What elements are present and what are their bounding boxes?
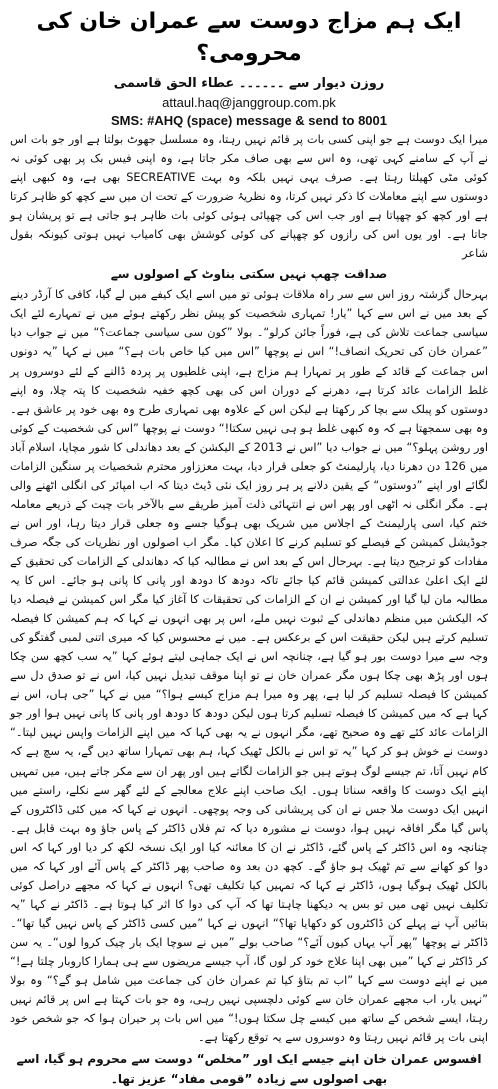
article-headline: ایک ہم مزاج دوست سے عمران خان کی محرومی؟ — [36, 9, 462, 66]
intro-paragraph: میرا ایک دوست ہے جو اپنی کسی بات پر قائم نہیں رہتا، وہ مسلسل جھوٹ بولتا ہے اور جو بات اس نے آپ کے سامنے کہی تھی، وہ اس سے بھی صاف مکر جاتا ہے، وہ اپنی فیس بک پر بھی کوئی نہ کوئی مٹی کھیلتا رہتا ہے۔ صرف یہی نہیں بلکہ وہ بہت SECREATIVE بھی ہے، وہ کبھی اپنے دوستوں سے اپنے معاملات کا ذکر نہیں کرتا، وہ نظریۂ ضرورت کے تحت ان میں سے کچھ کو ظاہر کرتا ہے اور کچھ کو چھپاتا ہے اور جب اس کی چھپائی ہوئی کوئی بات ظاہر ہو جاتی ہے تو پریشان ہو جاتا ہے۔ اور یوں اس کی رازوں کو چھپانے کی کوئی کوشش بھی کامیاب نہیں ہوتی کیونکہ بقول شاعر — [10, 133, 489, 261]
author-byline: روزن دیوار سے ۔۔۔۔۔۔ عطاء الحق قاسمی — [113, 76, 385, 91]
article-intro — [10, 130, 488, 263]
sms-instruction: SMS: #AHQ (space) message & send to 8001 — [111, 113, 387, 128]
closing-line: افسوس عمران خان اپنے جیسے ایک اور ”مخلص“ دوست سے محروم ہو گیا، اسے بھی اصولوں سے زیادہ ”قومی مفاد“ عزیز تھا۔ — [16, 1052, 482, 1087]
byline-block — [10, 74, 488, 130]
body-paragraph: بہرحال گزشتہ روز اس سے سر راہ ملاقات ہوئی تو میں اسے ایک کیفے میں لے گیا، کافی کا آرڈر دینے کے بعد میں نے اس سے کہا ”یار! تمہاری شخصیت کو پیش نظر رکھتے ہوئے میں نے تمہارے لئے ایک سیاسی جماعت تلاش کی ہے، فوراً جائن کرلو“۔ بولا ”کون سی سیاسی جماعت؟“ میں نے جواب دیا ”عمران خان کی تحریک انصاف!“ اس نے پوچھا ”اس میں کیا خاص بات ہے؟“ میں نے کہا ”یہ دونوں اس جماعت کے قائد کے طور پر تمہارا ہم مزاج ہے، اپنی غلطیوں پر پردہ ڈالنے کے لئے دوسروں پر غلط الزامات عائد کرتا ہے، دھرنے کے دوران اس کی بھی کچھ خفیہ شخصیت کا پتہ چلا، وہ اپنے دوستوں کو پبلک سے بچا کر رکھتا ہے لیکن اس کے علاوہ بھی تمہاری طرح وہ بھی خود پر عاشق ہے۔ وہ بھی سمجھتا ہے کہ وہ کبھی غلط ہو ہی نہیں سکتا!“ دوست نے پوچھا ”اس کی شخصیت کے کوئی اور روشن پہلو؟“ میں نے جواب دیا ”اس نے 2013 کے الیکشن کے بعد دھاندلی کا شور مچایا، اسلام آباد میں 126 دن دھرنا دیا، پارلیمنٹ کو جعلی قرار دیا، بہت معززاور محترم شخصیات پر سنگین الزامات لگائے اور اپنے ”دوستوں“ کے یقین دلانے پر ہر روز ایک نئی ڈیٹ دیتا کہ اب امپائر کی انگلی اٹھنے والی ہے۔ مگر انگلی نہ اٹھی اور پھر اس نے انتہائی ذلت آمیز طریقے سے بالآخر بات چیت کے ذریعے معاملہ ختم کیا، اسی پارلیمنٹ کے اجلاس میں شریک بھی ہوگیا جسے وہ جعلی قرار دیتا رہا، اور اس نے جوڈیشل کمیشن کے فیصلے کو تسلیم کرنے کا اعلان کیا۔ مگر اب اصولوں اور نظریات کی جگہ صرف مفادات کو ترجیح دیتا ہے۔ بہرحال اس کے بعد اس نے مطالبہ کیا کہ دھاندلی کے الزامات کی تحقیق کے لئے ایک اعلیٰ عدالتی کمیشن قائم کیا جائے تاکہ دودھ کا دودھ اور پانی کا پانی ہو جائے۔ اس کا یہ مطالبہ مان لیا گیا اور کمیشن نے ان کے الزامات کی تحقیقات کا آغاز کیا مگر اس کمیشن نے فیصلہ دیا کہ الیکشن میں منظم دھاندلی کے ثبوت نہیں ملے، اس پر بھی انہوں نے کہا کہ ہم کمیشن کا فیصلہ تسلیم کرتے ہیں لیکن حقیقت اس کے برعکس ہے۔ میں نے محسوس کیا کہ میری اتنی لمبی گفتگو کی وجہ سے میرا دوست بور ہو گیا ہے، چنانچہ اس نے ایک جماہی لیتے ہوئے کہا ”یہ سب کچھ سن چکا ہوں اور پڑھ بھی چکا ہوں مگر عمران خان نے تو اپنا موقف تبدیل نہیں کیا، اس نے تو صدق دل سے کمیشن کا فیصلہ تسلیم کر لیا ہے، پھر وہ میرا ہم مزاج کیسے ہوا؟“ میں نے کہا ”جی ہاں، اس نے کہا ہے کہ میں کمیشن کا فیصلہ تسلیم کرتا ہوں لیکن دودھ کا دودھ اور پانی کا پانی نہیں ہوا اور جو الزامات عائد کئے تھے وہ صحیح تھے، مگر انہوں نے یہ بھی کہا کہ میں اپنے الزامات واپس نہیں لیتا۔“ دوست نے خوش ہو کر کہا ”یہ تو اس نے بالکل ٹھیک کہا، ہم بھی تمہارا ساتھ دیں گے، یہ سچ ہے کہ کام نہیں آتا، تم جیسے لوگ ہوتے ہیں جو الزامات لگاتے ہیں اور پھر ان سے مکر جاتے ہیں، میں تمہیں اپنے ایک دوست کا واقعہ سناتا ہوں۔ ایک صاحب اپنے علاج معالجے کے لئے گھر سے نکلے، راستے میں انہیں ایک دوست ملا جس نے ان کی پریشانی کی وجہ پوچھی۔ انہوں نے کہا کہ میں کئی ڈاکٹروں کے پاس گیا مگر افاقہ نہیں ہوا، دوست نے مشورہ دیا کہ تم فلاں ڈاکٹر کے پاس جاؤ وہ بہت قابل ہے۔ چنانچہ وہ اس ڈاکٹر کے پاس گئے، ڈاکٹر نے ان کا معائنہ کیا اور ایک نسخہ لکھ کر دیا اور کہا کہ اس دوا کو کھانے سے تم ٹھیک ہو جاؤ گے۔ کچھ دن بعد وہ صاحب پھر ڈاکٹر کے پاس آئے اور کہا کہ میں بالکل ٹھیک ہوگیا ہوں، ڈاکٹر نے کہا کہ تمہیں کیا تکلیف تھی؟ انہوں نے کہا کہ مجھے دراصل کوئی تکلیف نہیں تھی میں تو بس یہ دیکھنا چاہتا تھا کہ آپ کی دوا کا اثر کیا ہوتا ہے۔ ڈاکٹر نے کہا ”یہ بتائیں آپ نے پہلے کن ڈاکٹروں کو دکھایا تھا؟“ انہوں نے کہا ”میں کسی ڈاکٹر کے پاس نہیں گیا تھا“۔ ڈاکٹر نے پوچھا ”پھر آپ یہاں کیوں آئے؟“ صاحب بولے ”میں نے سوچا ایک بار چیک کروا لوں“۔ یہ سن کر ڈاکٹر نے کہا ”میں بھی اپنا علاج خود کر لوں گا، آپ جیسے مریضوں سے ہی ہمارا کاروبار چلتا ہے!“ میں نے اپنے دوست سے کہا ”اب تم بتاؤ کیا تم عمران خان کی جماعت میں شامل ہو گے؟“ وہ بولا ”نہیں یار، اب مجھے عمران خان سے کوئی دلچسپی نہیں رہی، وہ جو بات کہتا ہے اس پر قائم نہیں رہتا، ایسے شخص کے ساتھ میں کیسے چل سکتا ہوں!“ میں اس بات پر حیران ہوا کہ جو شخص خود اپنی بات پر قائم نہیں رہتا وہ دوسروں سے یہ توقع رکھتا ہے۔ — [10, 288, 488, 1045]
verse-line: صداقت چھپ نہیں سکتی بناوٹ کے اصولوں سے — [110, 267, 388, 282]
author-email: attaul.haq@janggroup.com.pk — [162, 95, 336, 110]
article-body — [10, 285, 488, 1047]
